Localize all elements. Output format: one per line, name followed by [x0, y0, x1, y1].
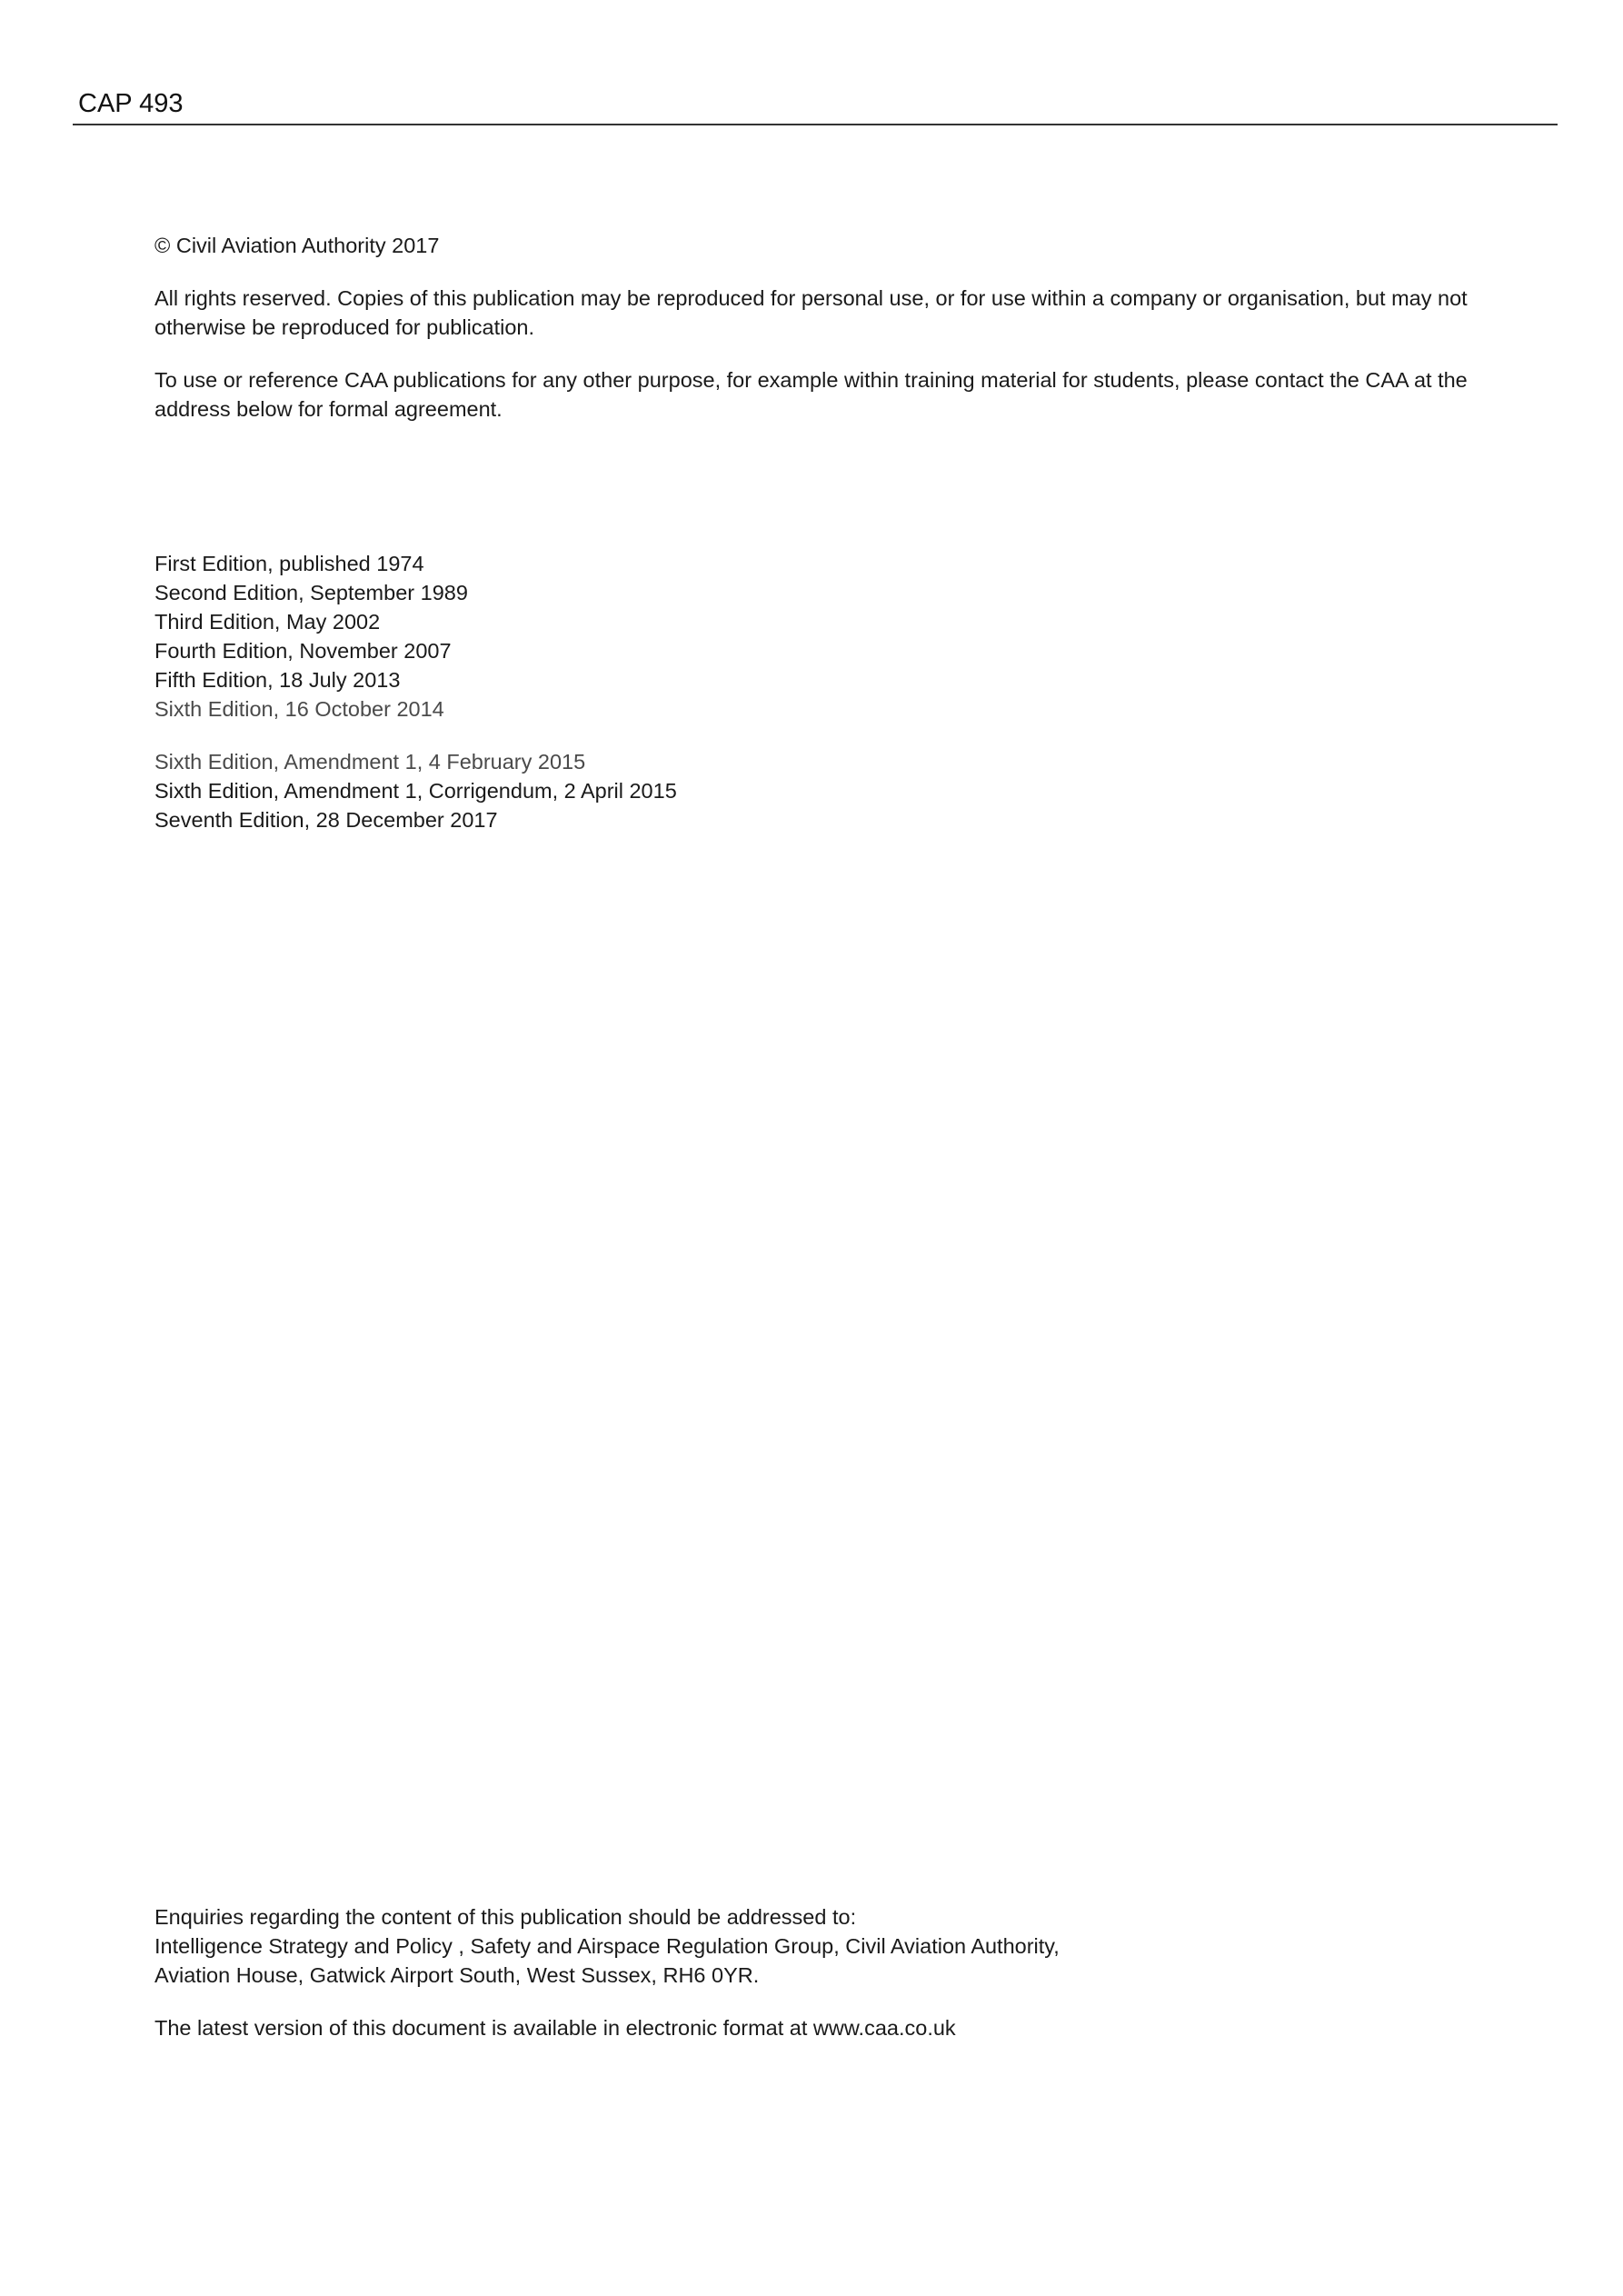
copyright-section: [154, 231, 1481, 447]
rights-statement: All rights reserved. Copies of this publication may be reproduced for personal use, or for use within a company or organisation, but may not otherwise be reproduced for publication.: [154, 286, 1468, 339]
edition-line: Sixth Edition, Amendment 1, 4 February 2015: [154, 750, 586, 774]
document-reference: CAP 493: [78, 89, 184, 118]
edition-line: Sixth Edition, Amendment 1, Corrigendum, 2 April 2015: [154, 779, 677, 803]
edition-line: First Edition, published 1974: [154, 552, 424, 575]
edition-line: Third Edition, May 2002: [154, 610, 381, 634]
edition-line: Sixth Edition, 16 October 2014: [154, 697, 444, 721]
edition-history: [154, 549, 677, 858]
usage-statement: To use or reference CAA publications for any other purpose, for example within training material for students, please contact the CAA at the address below for formal agreement.: [154, 368, 1468, 421]
edition-line: Second Edition, September 1989: [154, 581, 468, 604]
edition-group-2: [154, 747, 677, 834]
edition-line: Fourth Edition, November 2007: [154, 639, 452, 663]
latest-version-note: The latest version of this document is available in electronic format at www.caa.co.uk: [154, 2016, 956, 2040]
enquiries-department: Intelligence Strategy and Policy , Safety and Airspace Regulation Group, Civil Aviation Authority,: [154, 1934, 1060, 1958]
edition-group-1: [154, 549, 677, 724]
copyright-notice: © Civil Aviation Authority 2017: [154, 234, 440, 257]
enquiries-section: [154, 1902, 1481, 2066]
enquiries-postal-address: Aviation House, Gatwick Airport South, West Sussex, RH6 0YR.: [154, 1963, 760, 1987]
enquiries-address: [154, 1902, 1481, 1990]
page-header: [73, 87, 1558, 125]
edition-line: Seventh Edition, 28 December 2017: [154, 808, 498, 832]
enquiries-intro: Enquiries regarding the content of this publication should be addressed to:: [154, 1905, 857, 1929]
edition-line: Fifth Edition, 18 July 2013: [154, 668, 401, 692]
